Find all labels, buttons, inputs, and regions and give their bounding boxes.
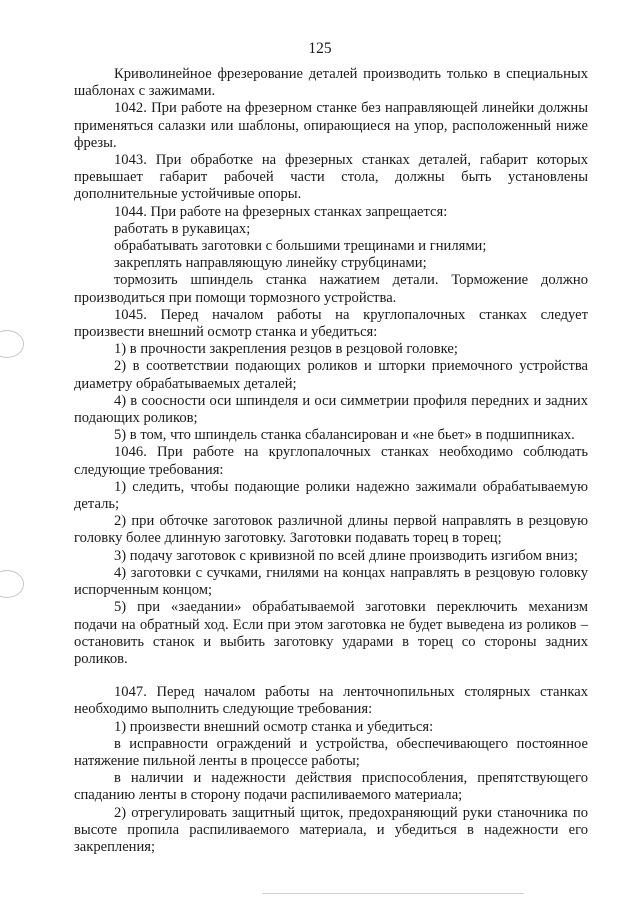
paragraph: 4) в соосности оси шпинделя и оси симметрии профиля передних и задних подающих роликов;: [74, 392, 588, 427]
body-text: [74, 66, 588, 856]
page-number: 125: [308, 40, 332, 57]
paragraph: 1045. Перед началом работы на круглопалочных станках следует произвести внешний осмотр станка и убедиться:: [74, 306, 588, 341]
punch-hole-mark: [0, 570, 24, 598]
paragraph: 1044. При работе на фрезерных станках запрещается:: [114, 203, 448, 220]
paragraph: тормозить шпиндель станка нажатием детали. Торможение должно производиться при помощи тормозного устройства.: [74, 272, 588, 306]
paragraph: 1042. При работе на фрезерном станке без направляющей линейки должны применяться салазки или шаблоны, опирающиеся на упор, расположенный ниже фрезы.: [74, 100, 588, 151]
paragraph: 1) произвести внешний осмотр станка и убедиться:: [114, 718, 434, 735]
paragraph: 5) при «заедании» обрабатываемой заготовки переключить механизм подачи на обратный ход. Если при этом заготовка не будет выведена из роликов – остановить станок и выбить заготовку ударами в торец со стороны задних роликов.: [74, 599, 588, 667]
paragraph: закреплять направляющую линейку струбцинами;: [114, 255, 427, 272]
paragraph: 2) отрегулировать защитный щиток, предохраняющий руки станочника по высоте пропила распиливаемого материала, и убедиться в надежности его закрепления;: [74, 804, 588, 855]
paragraph: 1043. При обработке на фрезерных станках деталей, габарит которых превышает габарит рабочей части стола, должны быть установлены дополнительные устойчивые опоры.: [74, 152, 588, 203]
paragraph: обрабатывать заготовки с большими трещинами и гнилями;: [114, 238, 487, 255]
paragraph: Криволинейное фрезерование деталей производить только в специальных шаблонах с зажимами.: [74, 66, 588, 100]
paragraph: 4) заготовки с сучками, гнилями на концах направлять в резцовую головку испорченным концом;: [74, 564, 588, 599]
paragraph: 3) подачу заготовок с кривизной по всей длине производить изгибом вниз;: [114, 547, 578, 564]
paragraph: работать в рукавицах;: [114, 220, 251, 237]
paragraph: 1046. При работе на круглопалочных станках необходимо соблюдать следующие требования:: [74, 444, 588, 478]
paragraph: 2) в соответствии подающих роликов и шторки приемочного устройства диаметру обрабатываемых деталей;: [74, 358, 588, 392]
paragraph: 2) при обточке заготовок различной длины первой направлять в резцовую головку более длинную заготовку. Заготовки подавать торец в торец;: [74, 513, 588, 547]
paragraph: 5) в том, что шпиндель станка сбалансирован и «не бьет» в подшипниках.: [114, 427, 575, 444]
paragraph: 1) следить, чтобы подающие ролики надежно зажимали обрабатываемую деталь;: [74, 478, 588, 513]
paragraph: 1047. Перед началом работы на ленточнопильных столярных станках необходимо выполнить следующие требования:: [74, 684, 588, 718]
paragraph: в исправности ограждений и устройства, обеспечивающего постоянное натяжение пильной ленты в процессе работы;: [74, 735, 588, 769]
bottom-divider: [262, 893, 524, 894]
punch-hole-mark: [0, 330, 24, 358]
paragraph: 1) в прочности закрепления резцов в резцовой головке;: [114, 341, 458, 358]
paragraph: в наличии и надежности действия приспособления, препятствующего спаданию ленты в сторону подачи распиливаемого материала;: [74, 770, 588, 804]
